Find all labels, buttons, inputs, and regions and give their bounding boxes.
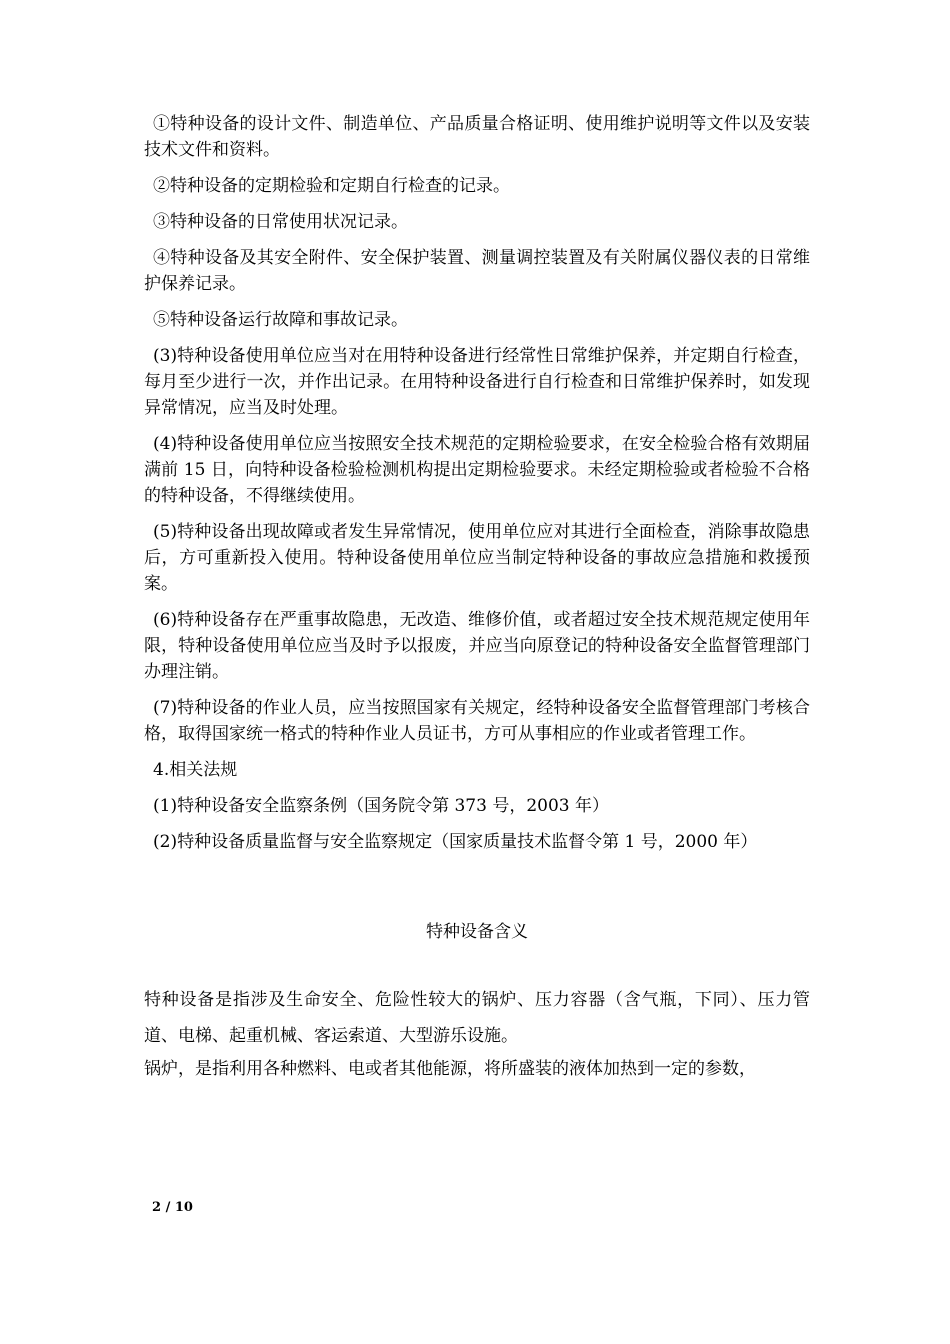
paragraph: (6)特种设备存在严重事故隐患，无改造、维修价值，或者超过安全技术规范规定使用年限，特种设备使用单位应当及时予以报废，并应当向原登记的特种设备安全监督管理部门办理注销。	[144, 610, 810, 682]
paragraph: (7)特种设备的作业人员，应当按照国家有关规定，经特种设备安全监督管理部门考核合格，取得国家统一格式的特种作业人员证书，方可从事相应的作业或者管理工作。	[144, 698, 810, 744]
paragraph: ①特种设备的设计文件、制造单位、产品质量合格证明、使用维护说明等文件以及安装技术文件和资料。	[144, 114, 810, 160]
regulation-item: (1)特种设备安全监察条例（国务院令第 373 号，2003 年）	[153, 796, 610, 816]
page-indicator: 2 / 10	[152, 1200, 193, 1215]
paragraph: ③特种设备的日常使用状况记录。	[153, 212, 408, 232]
paragraph: ④特种设备及其安全附件、安全保护装置、测量调控装置及有关附属仪器仪表的日常维护保养记录。	[144, 248, 810, 294]
definition-paragraph: 特种设备是指涉及生命安全、危险性较大的锅炉、压力容器（含气瓶，下同）、压力管道、电梯、起重机械、客运索道、大型游乐设施。	[144, 990, 810, 1046]
paragraph: ②特种设备的定期检验和定期自行检查的记录。	[153, 176, 510, 196]
section-heading: 4.相关法规	[153, 760, 238, 780]
paragraph: (3)特种设备使用单位应当对在用特种设备进行经常性日常维护保养，并定期自行检查，每月至少进行一次，并作出记录。在用特种设备进行自行检查和日常维护保养时，如发现异常情况，应当及时处理。	[144, 346, 810, 418]
document-body	[144, 111, 810, 1084]
section-title: 特种设备含义	[426, 922, 528, 942]
paragraph: ⑤特种设备运行故障和事故记录。	[153, 310, 408, 330]
paragraph: (5)特种设备出现故障或者发生异常情况，使用单位应对其进行全面检查，消除事故隐患后，方可重新投入使用。特种设备使用单位应当制定特种设备的事故应急措施和救援预案。	[144, 522, 810, 594]
paragraph: (4)特种设备使用单位应当按照安全技术规范的定期检验要求，在安全检验合格有效期届满前 15 日，向特种设备检验检测机构提出定期检验要求。未经定期检验或者检验不合格的特种设备，不得继续使用。	[144, 434, 810, 506]
definition-paragraph: 锅炉，是指利用各种燃料、电或者其他能源，将所盛装的液体加热到一定的参数，	[144, 1059, 756, 1079]
regulation-item: (2)特种设备质量监督与安全监察规定（国家质量技术监督令第 1 号，2000 年）	[153, 832, 758, 852]
